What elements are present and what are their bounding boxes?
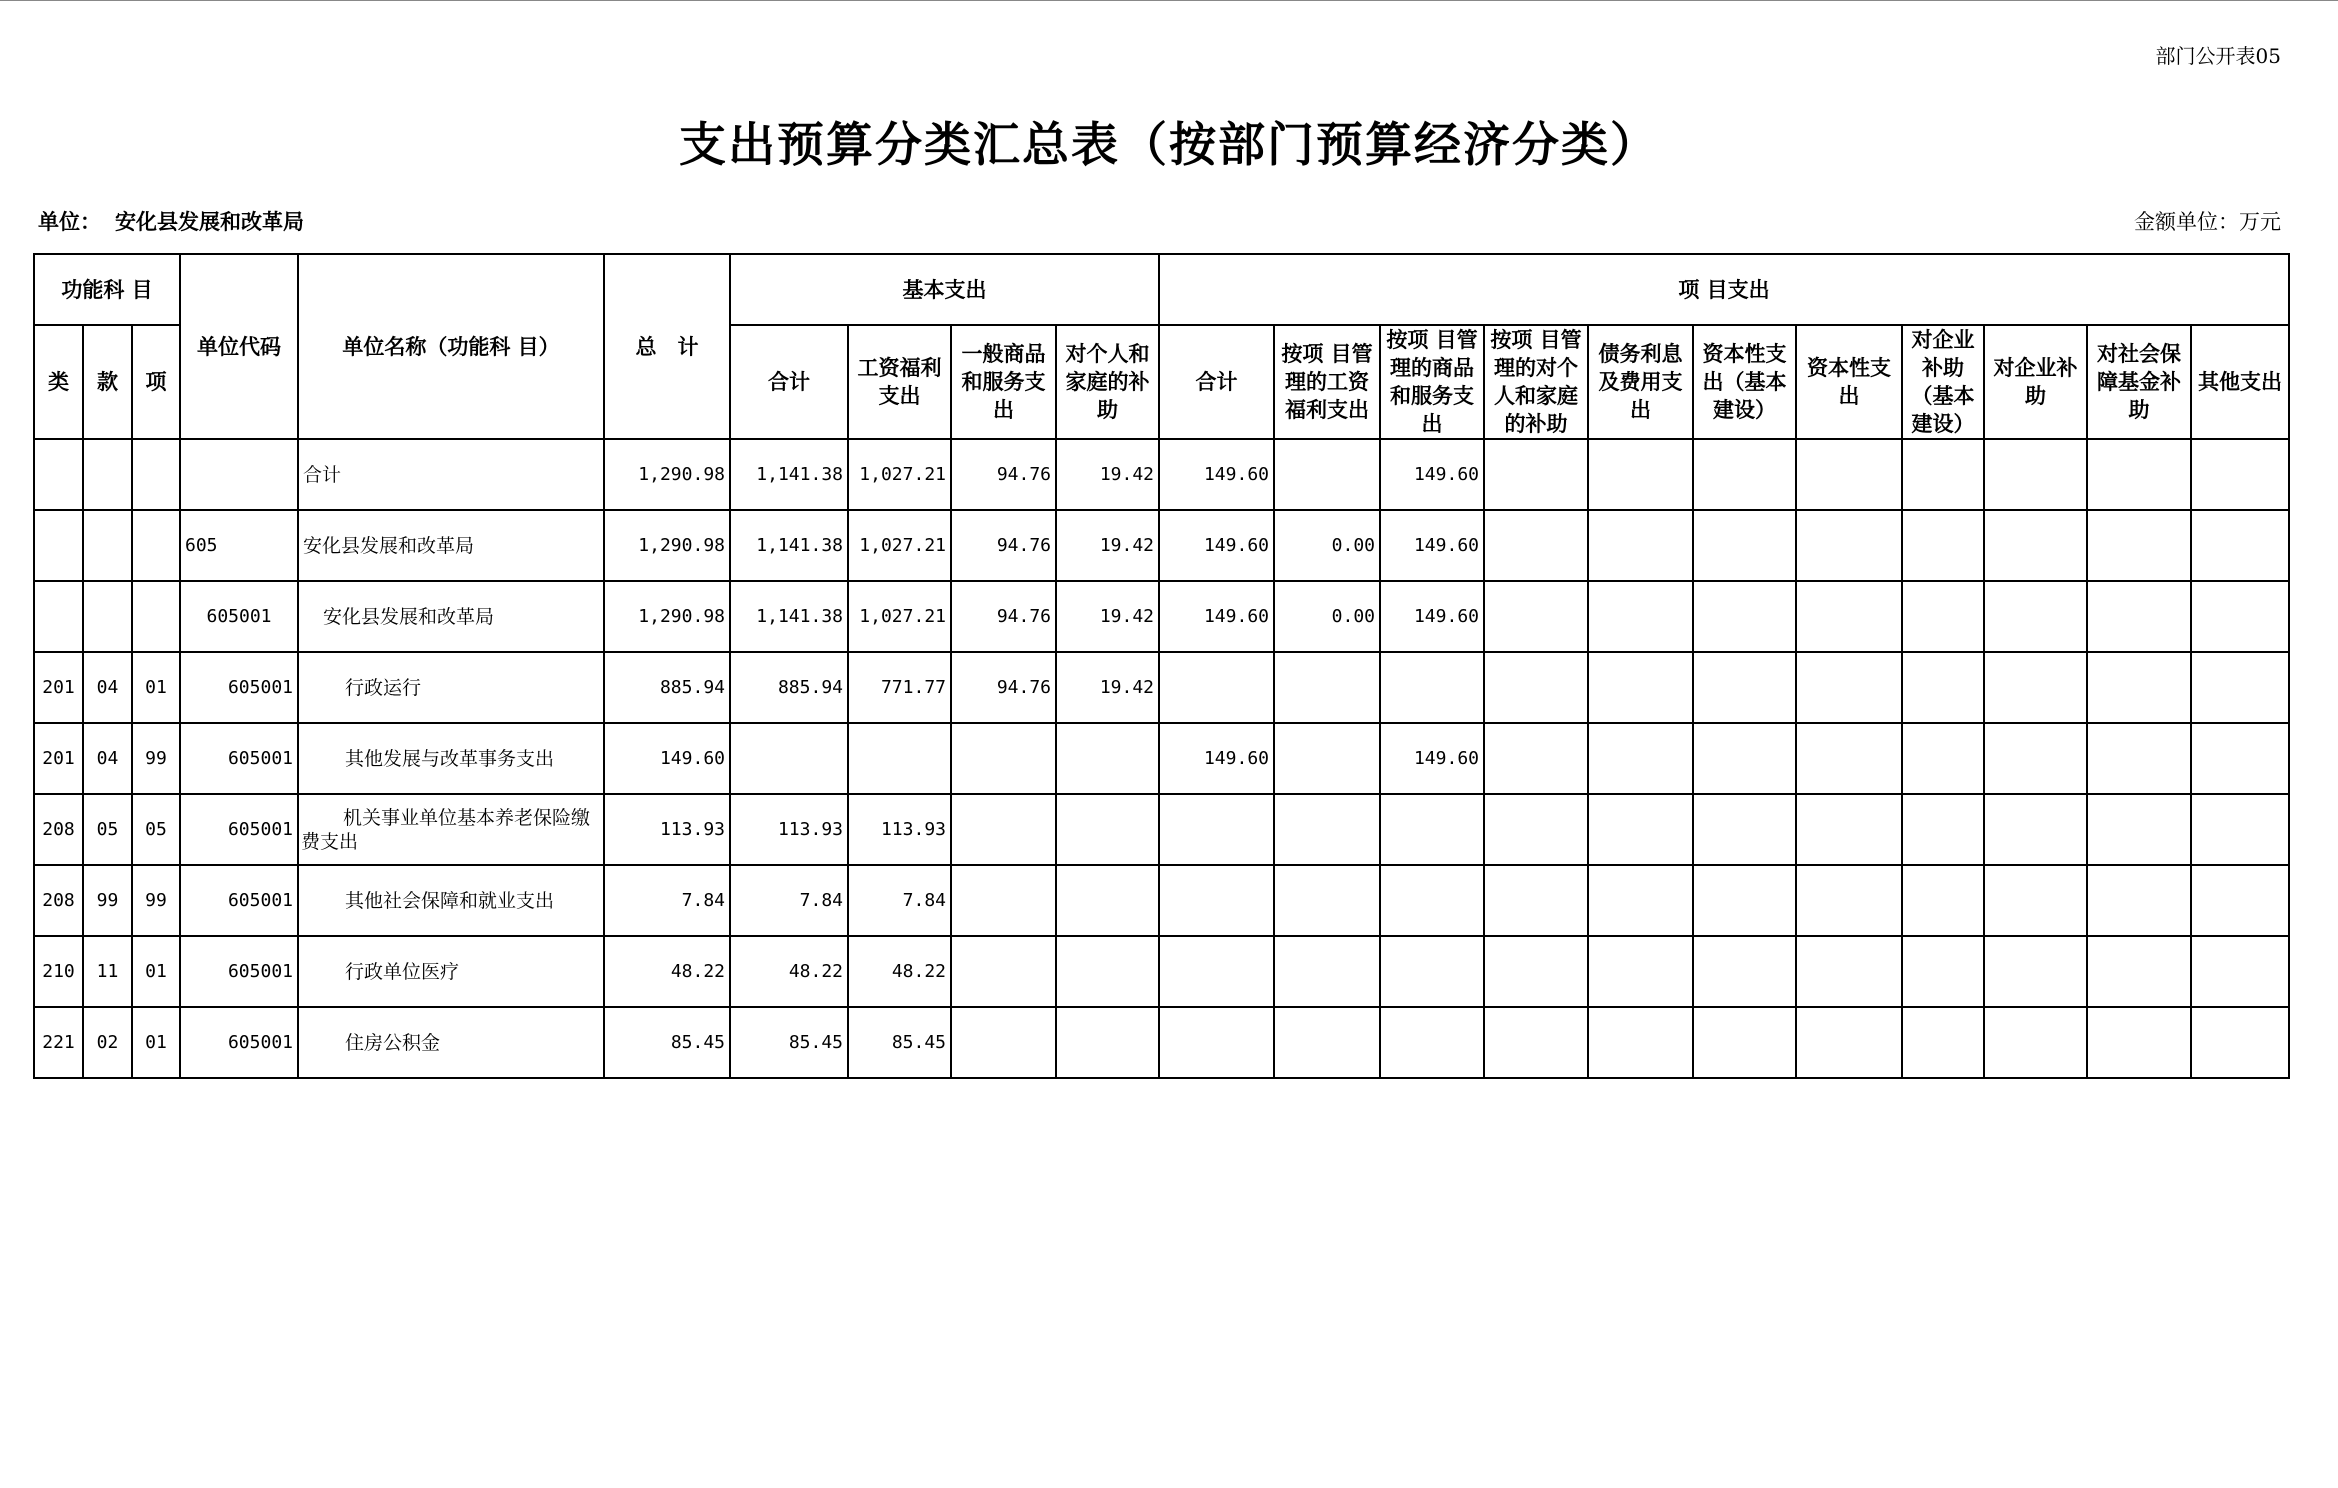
cell-basic-sum: 1,141.38 [730,581,848,652]
cell-total: 7.84 [604,865,730,936]
cell-proj-goods [1380,1007,1484,1078]
cell-empty [1984,581,2087,652]
cell-basic-goods [951,1007,1056,1078]
cell-basic-sum: 113.93 [730,794,848,865]
cell-empty [1484,581,1588,652]
cell-empty [1902,865,1984,936]
cell-empty [1484,865,1588,936]
cell-proj-goods: 149.60 [1380,723,1484,794]
cell-empty [2191,865,2289,936]
cell-empty [1693,936,1796,1007]
header-basic-salary: 工资福利支出 [848,325,951,439]
cell-total: 1,290.98 [604,439,730,510]
cell-proj-goods [1380,652,1484,723]
cell-basic-personal: 19.42 [1056,581,1159,652]
cell-empty [1588,510,1693,581]
cell-basic-personal: 19.42 [1056,439,1159,510]
table-row [34,652,2289,723]
cell-unit-name: 安化县发展和改革局 [298,581,604,652]
cell-total: 149.60 [604,723,730,794]
cell-empty [1796,652,1902,723]
cell-unit-code: 605001 [180,652,298,723]
cell-empty [1902,936,1984,1007]
cell-empty [1902,652,1984,723]
expenditure-table [33,253,2290,1079]
cell-basic-goods [951,865,1056,936]
cell-lei [34,581,83,652]
cell-proj-sum: 149.60 [1159,439,1274,510]
cell-unit-name: 合计 [298,439,604,510]
cell-basic-goods: 94.76 [951,439,1056,510]
cell-kuan: 04 [83,652,132,723]
cell-empty [1796,865,1902,936]
cell-proj-sum: 149.60 [1159,510,1274,581]
cell-basic-salary: 48.22 [848,936,951,1007]
money-unit: 金额单位：万元 [2134,210,2281,234]
header-lei: 类 [34,325,83,439]
header-proj-social: 对社会保障基金补助 [2087,325,2191,439]
cell-unit-name: 安化县发展和改革局 [298,510,604,581]
cell-unit-code: 605001 [180,723,298,794]
cell-total: 48.22 [604,936,730,1007]
cell-lei: 210 [34,936,83,1007]
cell-kuan: 04 [83,723,132,794]
cell-unit-code: 605 [180,510,298,581]
cell-basic-salary: 113.93 [848,794,951,865]
cell-xiang: 99 [132,865,180,936]
cell-proj-salary [1274,794,1380,865]
cell-empty [1588,652,1693,723]
cell-empty [1484,652,1588,723]
cell-empty [1588,581,1693,652]
header-proj-salary: 按项 目管理的工资福利支出 [1274,325,1380,439]
cell-empty [2191,723,2289,794]
cell-basic-goods [951,723,1056,794]
cell-basic-sum: 85.45 [730,1007,848,1078]
table-row [34,936,2289,1007]
header-basic-goods: 一般商品和服务支出 [951,325,1056,439]
cell-unit-name: 住房公积金 [298,1007,604,1078]
cell-proj-salary [1274,652,1380,723]
cell-kuan: 02 [83,1007,132,1078]
cell-proj-goods: 149.60 [1380,439,1484,510]
cell-empty [1984,1007,2087,1078]
cell-basic-personal [1056,794,1159,865]
cell-basic-sum [730,723,848,794]
cell-unit-code: 605001 [180,794,298,865]
cell-empty [2191,652,2289,723]
cell-empty [1796,581,1902,652]
cell-empty [1588,439,1693,510]
cell-empty [2191,1007,2289,1078]
cell-proj-sum [1159,865,1274,936]
cell-empty [1693,652,1796,723]
cell-empty [2087,794,2191,865]
cell-proj-salary [1274,865,1380,936]
cell-proj-sum [1159,1007,1274,1078]
header-proj-debt: 债务利息及费用支出 [1588,325,1693,439]
table-row [34,510,2289,581]
cell-basic-salary: 1,027.21 [848,581,951,652]
cell-empty [1484,936,1588,1007]
cell-empty [2087,439,2191,510]
cell-empty [1984,652,2087,723]
cell-empty [1484,1007,1588,1078]
cell-empty [2087,936,2191,1007]
cell-basic-personal [1056,865,1159,936]
cell-kuan: 99 [83,865,132,936]
header-unit-name: 单位名称（功能科 目） [298,254,604,439]
cell-kuan [83,581,132,652]
header-func-subject: 功能科 目 [34,254,180,325]
table-row [34,794,2289,865]
cell-empty [1984,936,2087,1007]
cell-basic-sum: 7.84 [730,865,848,936]
header-proj-sum: 合计 [1159,325,1274,439]
cell-proj-goods [1380,794,1484,865]
cell-total: 85.45 [604,1007,730,1078]
cell-xiang: 01 [132,652,180,723]
cell-proj-salary: 0.00 [1274,510,1380,581]
cell-basic-personal: 19.42 [1056,652,1159,723]
cell-empty [2191,581,2289,652]
cell-proj-sum [1159,936,1274,1007]
cell-kuan: 05 [83,794,132,865]
cell-basic-sum: 48.22 [730,936,848,1007]
header-proj-enterprise-basic: 对企业补助（基本建设） [1902,325,1984,439]
page-title: 支出预算分类汇总表（按部门预算经济分类） [679,118,1659,173]
cell-empty [1796,936,1902,1007]
cell-unit-code: 605001 [180,1007,298,1078]
cell-proj-sum: 149.60 [1159,581,1274,652]
cell-unit-name: 机关事业单位基本养老保险缴费支出 [298,794,604,865]
cell-lei [34,439,83,510]
cell-proj-goods: 149.60 [1380,510,1484,581]
cell-empty [1693,794,1796,865]
cell-proj-salary [1274,936,1380,1007]
page-top-border [0,0,2338,1]
cell-kuan: 11 [83,936,132,1007]
cell-basic-sum: 885.94 [730,652,848,723]
cell-empty [1984,865,2087,936]
cell-empty [2087,865,2191,936]
cell-xiang: 05 [132,794,180,865]
cell-empty [1588,723,1693,794]
cell-basic-goods [951,794,1056,865]
cell-lei: 208 [34,865,83,936]
unit-label: 单位： [38,209,101,234]
table-row [34,439,2289,510]
cell-proj-goods [1380,865,1484,936]
cell-xiang: 01 [132,936,180,1007]
header-unit-code: 单位代码 [180,254,298,439]
cell-xiang [132,510,180,581]
cell-basic-personal [1056,723,1159,794]
cell-total: 1,290.98 [604,510,730,581]
header-basic-sum: 合计 [730,325,848,439]
header-basic-personal: 对个人和家庭的补助 [1056,325,1159,439]
cell-empty [1588,1007,1693,1078]
cell-xiang: 01 [132,1007,180,1078]
cell-lei: 208 [34,794,83,865]
cell-empty [1484,723,1588,794]
cell-unit-code: 605001 [180,581,298,652]
cell-basic-salary: 7.84 [848,865,951,936]
cell-empty [1796,439,1902,510]
cell-empty [1902,794,1984,865]
cell-proj-goods [1380,936,1484,1007]
cell-basic-salary [848,723,951,794]
reporting-unit [38,206,304,236]
cell-empty [1902,723,1984,794]
cell-empty [1693,1007,1796,1078]
unit-name: 安化县发展和改革局 [115,209,304,234]
cell-unit-code [180,439,298,510]
cell-empty [2087,510,2191,581]
cell-empty [1902,581,1984,652]
cell-basic-salary: 1,027.21 [848,439,951,510]
header-proj-capital: 资本性支出 [1796,325,1902,439]
cell-proj-salary: 0.00 [1274,581,1380,652]
header-project: 项 目支出 [1159,254,2289,325]
header-total: 总 计 [604,254,730,439]
cell-lei [34,510,83,581]
cell-lei: 201 [34,652,83,723]
cell-empty [1693,439,1796,510]
cell-basic-personal [1056,1007,1159,1078]
header-kuan: 款 [83,325,132,439]
cell-total: 885.94 [604,652,730,723]
cell-total: 1,290.98 [604,581,730,652]
header-proj-goods: 按项 目管理的商品和服务支出 [1380,325,1484,439]
cell-proj-salary [1274,439,1380,510]
cell-empty [2087,652,2191,723]
cell-proj-salary [1274,723,1380,794]
cell-basic-salary: 1,027.21 [848,510,951,581]
cell-unit-name: 其他社会保障和就业支出 [298,865,604,936]
cell-unit-name: 行政单位医疗 [298,936,604,1007]
header-proj-personal: 按项 目管理的对个人和家庭的补助 [1484,325,1588,439]
cell-basic-goods: 94.76 [951,510,1056,581]
cell-xiang [132,581,180,652]
header-xiang: 项 [132,325,180,439]
cell-empty [1484,510,1588,581]
cell-unit-name: 行政运行 [298,652,604,723]
cell-proj-goods: 149.60 [1380,581,1484,652]
cell-basic-personal [1056,936,1159,1007]
table-row [34,581,2289,652]
cell-empty [1588,865,1693,936]
cell-basic-goods [951,936,1056,1007]
cell-empty [2087,1007,2191,1078]
cell-empty [2191,510,2289,581]
cell-empty [2191,936,2289,1007]
cell-empty [1902,1007,1984,1078]
cell-basic-salary: 771.77 [848,652,951,723]
cell-unit-name: 其他发展与改革事务支出 [298,723,604,794]
cell-empty [1902,439,1984,510]
cell-empty [2191,439,2289,510]
cell-kuan [83,510,132,581]
cell-empty [1484,439,1588,510]
header-basic: 基本支出 [730,254,1159,325]
cell-kuan [83,439,132,510]
cell-total: 113.93 [604,794,730,865]
cell-proj-sum: 149.60 [1159,723,1274,794]
header-proj-enterprise: 对企业补助 [1984,325,2087,439]
table-row [34,1007,2289,1078]
cell-empty [1984,723,2087,794]
header-proj-other: 其他支出 [2191,325,2289,439]
cell-empty [1693,581,1796,652]
cell-proj-sum [1159,652,1274,723]
cell-xiang: 99 [132,723,180,794]
cell-empty [2087,723,2191,794]
cell-unit-code: 605001 [180,865,298,936]
cell-empty [1693,510,1796,581]
cell-lei: 201 [34,723,83,794]
cell-xiang [132,439,180,510]
cell-basic-sum: 1,141.38 [730,510,848,581]
cell-proj-salary [1274,1007,1380,1078]
table-row [34,723,2289,794]
cell-empty [1796,794,1902,865]
table-row [34,865,2289,936]
cell-proj-sum [1159,794,1274,865]
cell-empty [1484,794,1588,865]
cell-empty [1984,439,2087,510]
cell-basic-salary: 85.45 [848,1007,951,1078]
cell-basic-personal: 19.42 [1056,510,1159,581]
cell-empty [1984,794,2087,865]
cell-empty [1902,510,1984,581]
cell-basic-sum: 1,141.38 [730,439,848,510]
form-number: 部门公开表05 [2155,44,2281,68]
cell-empty [1588,936,1693,1007]
cell-empty [1796,510,1902,581]
cell-empty [1693,865,1796,936]
cell-empty [2191,794,2289,865]
cell-empty [1796,1007,1902,1078]
cell-empty [1984,510,2087,581]
cell-empty [1796,723,1902,794]
cell-basic-goods: 94.76 [951,652,1056,723]
cell-empty [1693,723,1796,794]
cell-lei: 221 [34,1007,83,1078]
cell-unit-code: 605001 [180,936,298,1007]
cell-empty [2087,581,2191,652]
header-proj-capital-basic: 资本性支出（基本建设） [1693,325,1796,439]
cell-basic-goods: 94.76 [951,581,1056,652]
cell-empty [1588,794,1693,865]
